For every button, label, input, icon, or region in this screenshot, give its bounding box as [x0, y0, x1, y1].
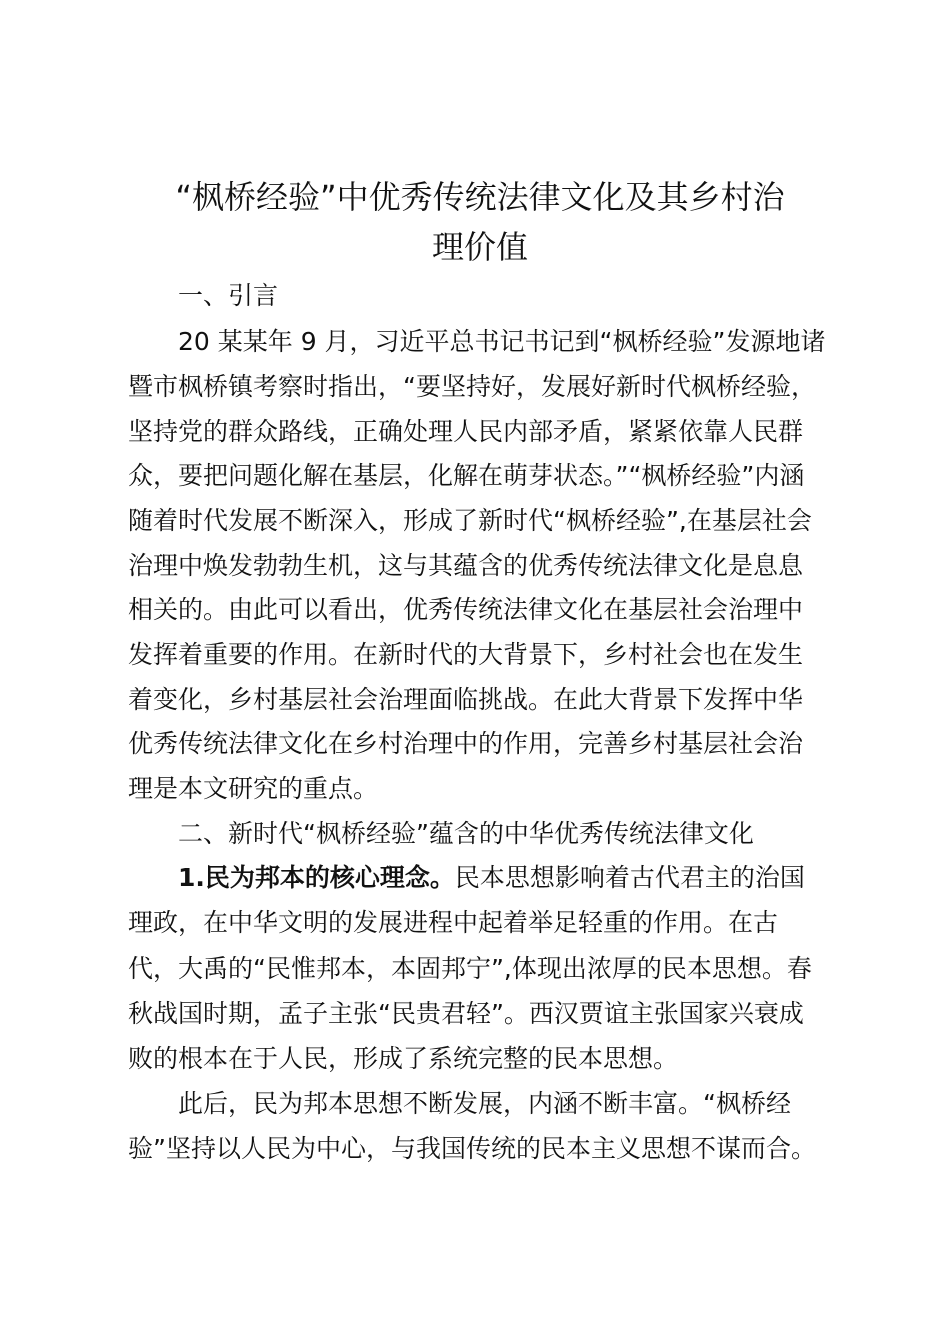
paragraph-line: 理是本文研究的重点。	[128, 774, 379, 803]
point-1-heading: 1.民为邦本的核心理念。	[178, 863, 455, 892]
paragraph-line: 理政，在中华文明的发展进程中起着举足轻重的作用。在古	[128, 908, 779, 937]
section-2-heading: 二、新时代“枫桥经验”蕴含的中华优秀传统法律文化	[178, 819, 754, 848]
paragraph-line: 发挥着重要的作用。在新时代的大背景下，乡村社会也在发生	[128, 640, 804, 669]
paragraph-line: 败的根本在于人民，形成了系统完整的民本思想。	[128, 1044, 679, 1073]
paragraph-line: 验”坚持以人民为中心，与我国传统的民本主义思想不谋而合。	[128, 1134, 816, 1163]
paragraph-line: 20 某某年 9 月，习近平总书记书记到“枫桥经验”发源地诸	[178, 327, 826, 356]
paragraph-line: 着变化，乡村基层社会治理面临挑战。在此大背景下发挥中华	[128, 685, 804, 714]
paragraph-line: 坚持党的群众路线，正确处理人民内部矛盾，紧紧依靠人民群	[128, 417, 804, 446]
paragraph-line: 随着时代发展不断深入，形成了新时代“枫桥经验”,在基层社会	[128, 506, 812, 535]
section-1-heading: 一、引言	[178, 281, 279, 310]
paragraph-line: 秋战国时期，孟子主张“民贵君轻”。西汉贾谊主张国家兴衰成	[128, 999, 804, 1028]
point-1-first-line	[178, 862, 805, 894]
document-title-line-1: “枫桥经验”中优秀传统法律文化及其乡村治	[175, 178, 785, 216]
paragraph-line: 此后，民为邦本思想不断发展，内涵不断丰富。“枫桥经	[178, 1089, 791, 1118]
paragraph-line: 治理中焕发勃勃生机，这与其蕴含的优秀传统法律文化是息息	[128, 551, 804, 580]
paragraph-line: 暨市枫桥镇考察时指出，“要坚持好，发展好新时代枫桥经验，	[128, 372, 816, 401]
paragraph-line: 相关的。由此可以看出，优秀传统法律文化在基层社会治理中	[128, 595, 804, 624]
point-1-text: 民本思想影响着古代君主的治国	[454, 863, 805, 892]
paragraph-line: 众，要把问题化解在基层，化解在萌芽状态。”“枫桥经验”内涵	[128, 461, 805, 490]
document-title-line-2: 理价值	[431, 228, 528, 266]
paragraph-line: 代，大禹的“民惟邦本，本固邦宁”,体现出浓厚的民本思想。春	[128, 954, 812, 983]
paragraph-line: 优秀传统法律文化在乡村治理中的作用，完善乡村基层社会治	[128, 729, 804, 758]
